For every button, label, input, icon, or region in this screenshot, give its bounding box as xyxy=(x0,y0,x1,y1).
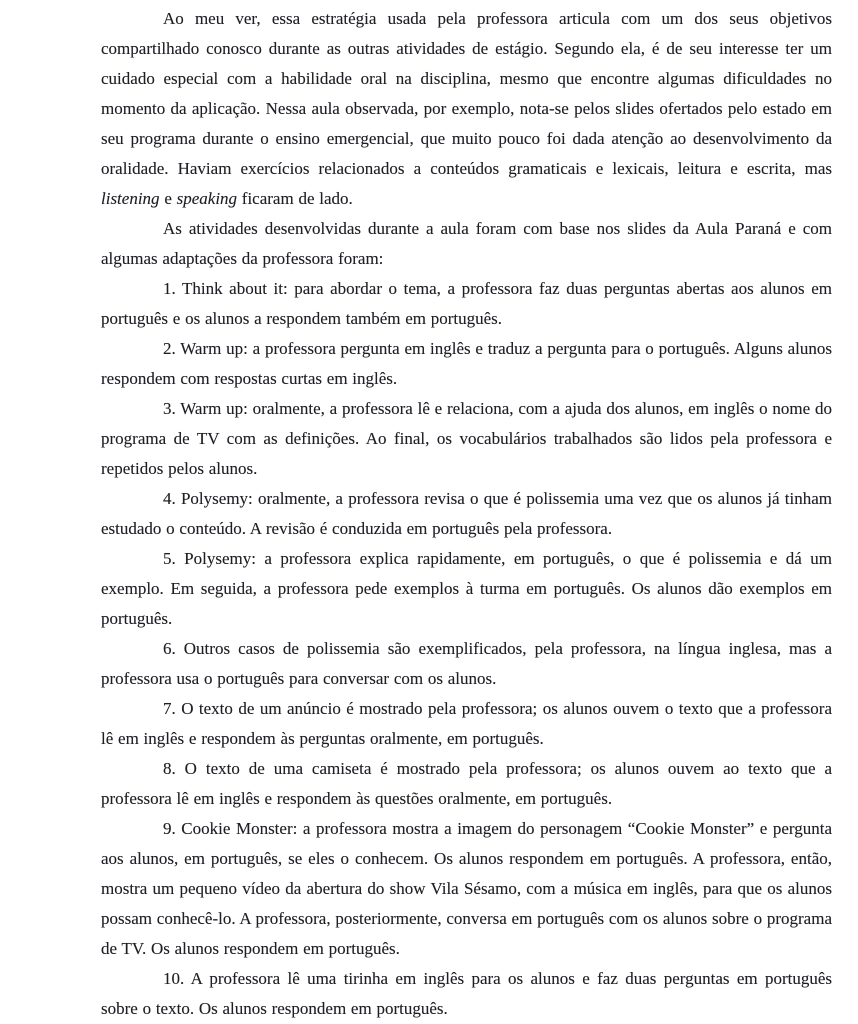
text-run: 8. O texto de uma camiseta é mostrado pela professora; os alunos ouvem ao texto que a professora lê em inglês e respondem às questões oralmente, em português. xyxy=(101,759,832,808)
list-item-2-warm-up xyxy=(101,334,832,394)
text-run: 5. Polysemy: a professora explica rapidamente, em português, o que é polissemia e dá um exemplo. Em seguida, a professora pede exemplos à turma em português. Os alunos dão exemplos em português. xyxy=(101,549,832,628)
text-run: 2. Warm up: a professora pergunta em inglês e traduz a pergunta para o português. Alguns alunos respondem com respostas curtas em inglês. xyxy=(101,339,832,388)
list-item-10-tirinha xyxy=(101,964,832,1024)
paragraph-activities-lead xyxy=(101,214,832,274)
text-run: 6. Outros casos de polissemia são exemplificados, pela professora, na língua inglesa, mas a professora usa o português para conversar com os alunos. xyxy=(101,639,832,688)
italic-text-run: listening xyxy=(101,189,160,208)
list-item-5-polysemy xyxy=(101,544,832,634)
list-item-8-camiseta xyxy=(101,754,832,814)
list-item-9-cookie-monster xyxy=(101,814,832,964)
text-run: As atividades desenvolvidas durante a aula foram com base nos slides da Aula Paraná e com algumas adaptações da professora foram: xyxy=(101,219,832,268)
text-run: 3. Warm up: oralmente, a professora lê e relaciona, com a ajuda dos alunos, em inglês o nome do programa de TV com as definições. Ao final, os vocabulários trabalhados são lidos pela professora e repetidos pelos alunos. xyxy=(101,399,832,478)
list-item-4-polysemy xyxy=(101,484,832,544)
document-body xyxy=(101,4,832,1024)
text-run: e xyxy=(159,189,177,208)
list-item-6-outros-casos xyxy=(101,634,832,694)
list-item-3-warm-up xyxy=(101,394,832,484)
text-run: 4. Polysemy: oralmente, a professora revisa o que é polissemia uma vez que os alunos já tinham estudado o conteúdo. A revisão é conduzida em português pela professora. xyxy=(101,489,832,538)
text-run: 10. A professora lê uma tirinha em inglês para os alunos e faz duas perguntas em português sobre o texto. Os alunos respondem em português. xyxy=(101,969,832,1018)
list-item-7-anuncio xyxy=(101,694,832,754)
italic-text-run: speaking xyxy=(176,189,238,208)
paragraph-intro-analysis xyxy=(101,4,832,214)
text-run: Ao meu ver, essa estratégia usada pela professora articula com um dos seus objetivos compartilhado conosco durante as outras atividades de estágio. Segundo ela, é de seu interesse ter um cuidado especial com a habilidade oral na disciplina, mesmo que encontre algumas dificuldades no momento da aplicação. Nessa aula observada, por exemplo, nota-se pelos slides ofertados pelo estado em seu programa durante o ensino emergencial, que muito pouco foi dada atenção ao desenvolvimento da oralidade. Haviam exercícios relacionados a conteúdos gramaticais e lexicais, leitura e escrita, mas xyxy=(101,9,832,178)
text-run: 1. Think about it: para abordar o tema, a professora faz duas perguntas abertas aos alunos em português e os alunos a respondem também em português. xyxy=(101,279,832,328)
list-item-1-think-about-it xyxy=(101,274,832,334)
text-run: 9. Cookie Monster: a professora mostra a imagem do personagem “Cookie Monster” e pergunta aos alunos, em português, se eles o conhecem. Os alunos respondem em português. A professora, então, mostra um pequeno vídeo da abertura do show Vila Sésamo, com a música em inglês, para que os alunos possam conhecê-lo. A professora, posteriormente, conversa em português com os alunos sobre o programa de TV. Os alunos respondem em português. xyxy=(101,819,832,958)
text-run: ficaram de lado. xyxy=(237,189,353,208)
text-run: 7. O texto de um anúncio é mostrado pela professora; os alunos ouvem o texto que a professora lê em inglês e respondem às perguntas oralmente, em português. xyxy=(101,699,832,748)
